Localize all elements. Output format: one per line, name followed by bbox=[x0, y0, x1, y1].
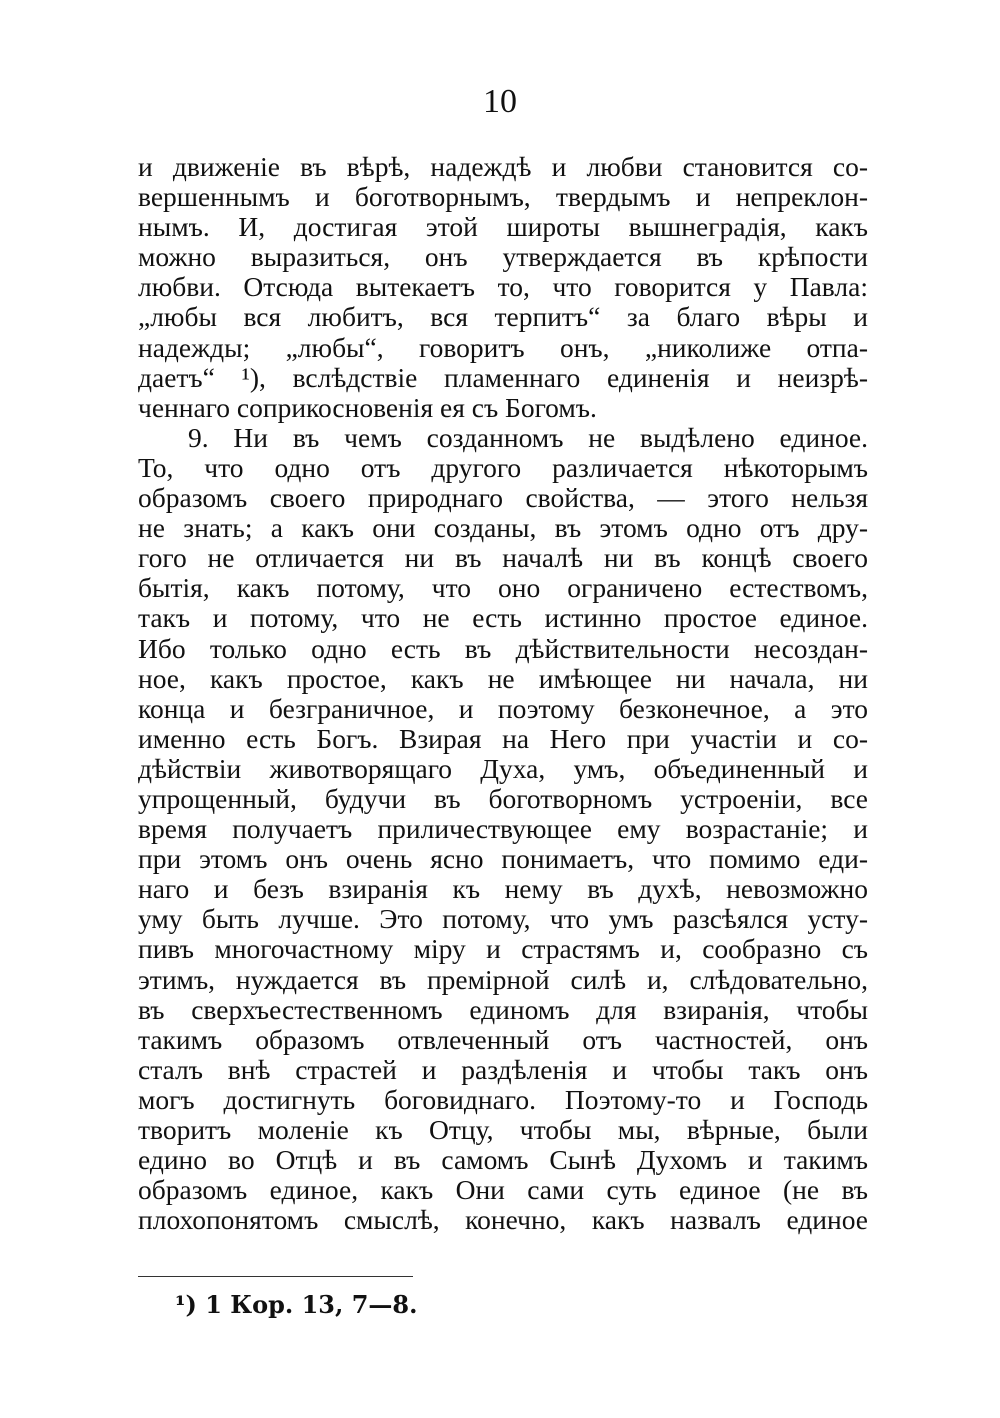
text-line: бытія, какъ потому, что оно ограничено естествомъ, bbox=[138, 572, 868, 604]
text-line: сталъ внѣ страстей и раздѣленія и чтобы такъ онъ bbox=[138, 1053, 868, 1085]
text-line: дѣйствіи животворящаго Духа, умъ, объединенный и bbox=[138, 752, 868, 784]
text-line: „любы вся любитъ, вся терпитъ“ за благо вѣры и bbox=[138, 301, 868, 333]
text-line: пивъ многочастному міру и страстямъ и, сообразно съ bbox=[138, 933, 868, 965]
text-line: наго и безъ взиранія къ нему въ духѣ, невозможно bbox=[138, 873, 868, 905]
text-line: То, что одно отъ другого различается нѣкоторымъ bbox=[138, 451, 868, 483]
text-line: едино во Отцѣ и въ самомъ Сынѣ Духомъ и такимъ bbox=[138, 1144, 868, 1176]
text-line: упрощенный, будучи въ боготворномъ устроеніи, все bbox=[138, 782, 868, 814]
text-line: вершеннымъ и боготворнымъ, твердымъ и непреклон- bbox=[138, 181, 868, 213]
text-line: время получаетъ приличествующее ему возрастаніе; и bbox=[138, 813, 868, 845]
text-line: образомъ своего природнаго свойства, — этого нельзя bbox=[138, 482, 868, 514]
text-line: конца и безграничное, и поэтому безконечное, а это bbox=[138, 692, 868, 724]
text-line: въ сверхъестественномъ единомъ для взиранія, чтобы bbox=[138, 993, 868, 1025]
text-line: даетъ“ ¹), вслѣдствіе пламеннаго единенія и неизрѣ- bbox=[138, 361, 868, 393]
footnote-divider bbox=[138, 1276, 413, 1277]
text-line: любви. Отсюда вытекаетъ то, что говорится у Павла: bbox=[138, 271, 868, 303]
text-line: надежды; „любы“, говоритъ онъ, „николиже отпа- bbox=[138, 331, 868, 363]
text-line: именно есть Богъ. Взирая на Него при участіи и со- bbox=[138, 722, 868, 754]
body-text bbox=[138, 152, 868, 1235]
text-line: уму быть лучше. Это потому, что умъ разсѣялся усту- bbox=[138, 903, 868, 935]
text-line: ченнаго соприкосновенія ея съ Богомъ. bbox=[138, 391, 597, 423]
text-line: гого не отличается ни въ началѣ ни въ концѣ своего bbox=[138, 542, 868, 574]
paragraph-start-line: 9. Ни въ чемъ созданномъ не выдѣлено единое. bbox=[188, 421, 868, 453]
text-line: нымъ. И, достигая этой широты вышнеградія, какъ bbox=[138, 211, 868, 243]
text-line: плохопонятомъ смыслѣ, конечно, какъ назвалъ единое bbox=[138, 1204, 868, 1236]
text-line: этимъ, нуждается въ премірной силѣ и, слѣдовательно, bbox=[138, 963, 868, 995]
text-line: можно выразиться, онъ утверждается въ крѣпости bbox=[138, 241, 868, 273]
text-line: Ибо только одно есть въ дѣйствительности несоздан- bbox=[138, 632, 868, 664]
text-line: и движеніе въ вѣрѣ, надеждѣ и любви становится со- bbox=[138, 151, 868, 182]
text-line: могъ достигнуть боговиднаго. Поэтому-то и Господь bbox=[138, 1083, 868, 1115]
text-line: при этомъ онъ очень ясно понимаетъ, что помимо еди- bbox=[138, 843, 868, 875]
text-line: такъ и потому, что не есть истинно простое единое. bbox=[138, 602, 868, 634]
text-line: творитъ моленіе къ Отцу, чтобы мы, вѣрные, были bbox=[138, 1114, 868, 1145]
text-line: образомъ единое, какъ Они сами суть единое (не въ bbox=[138, 1174, 868, 1206]
footnote: ¹) 1 Кор. 13, 7—8. bbox=[175, 1290, 418, 1319]
text-line: такимъ образомъ отвлеченный отъ частностей, онъ bbox=[138, 1023, 868, 1055]
page-number: 10 bbox=[483, 83, 517, 120]
text-line: ное, какъ простое, какъ не имѣющее ни начала, ни bbox=[138, 662, 868, 694]
text-line: не знать; а какъ они созданы, въ этомъ одно отъ дру- bbox=[138, 512, 868, 544]
